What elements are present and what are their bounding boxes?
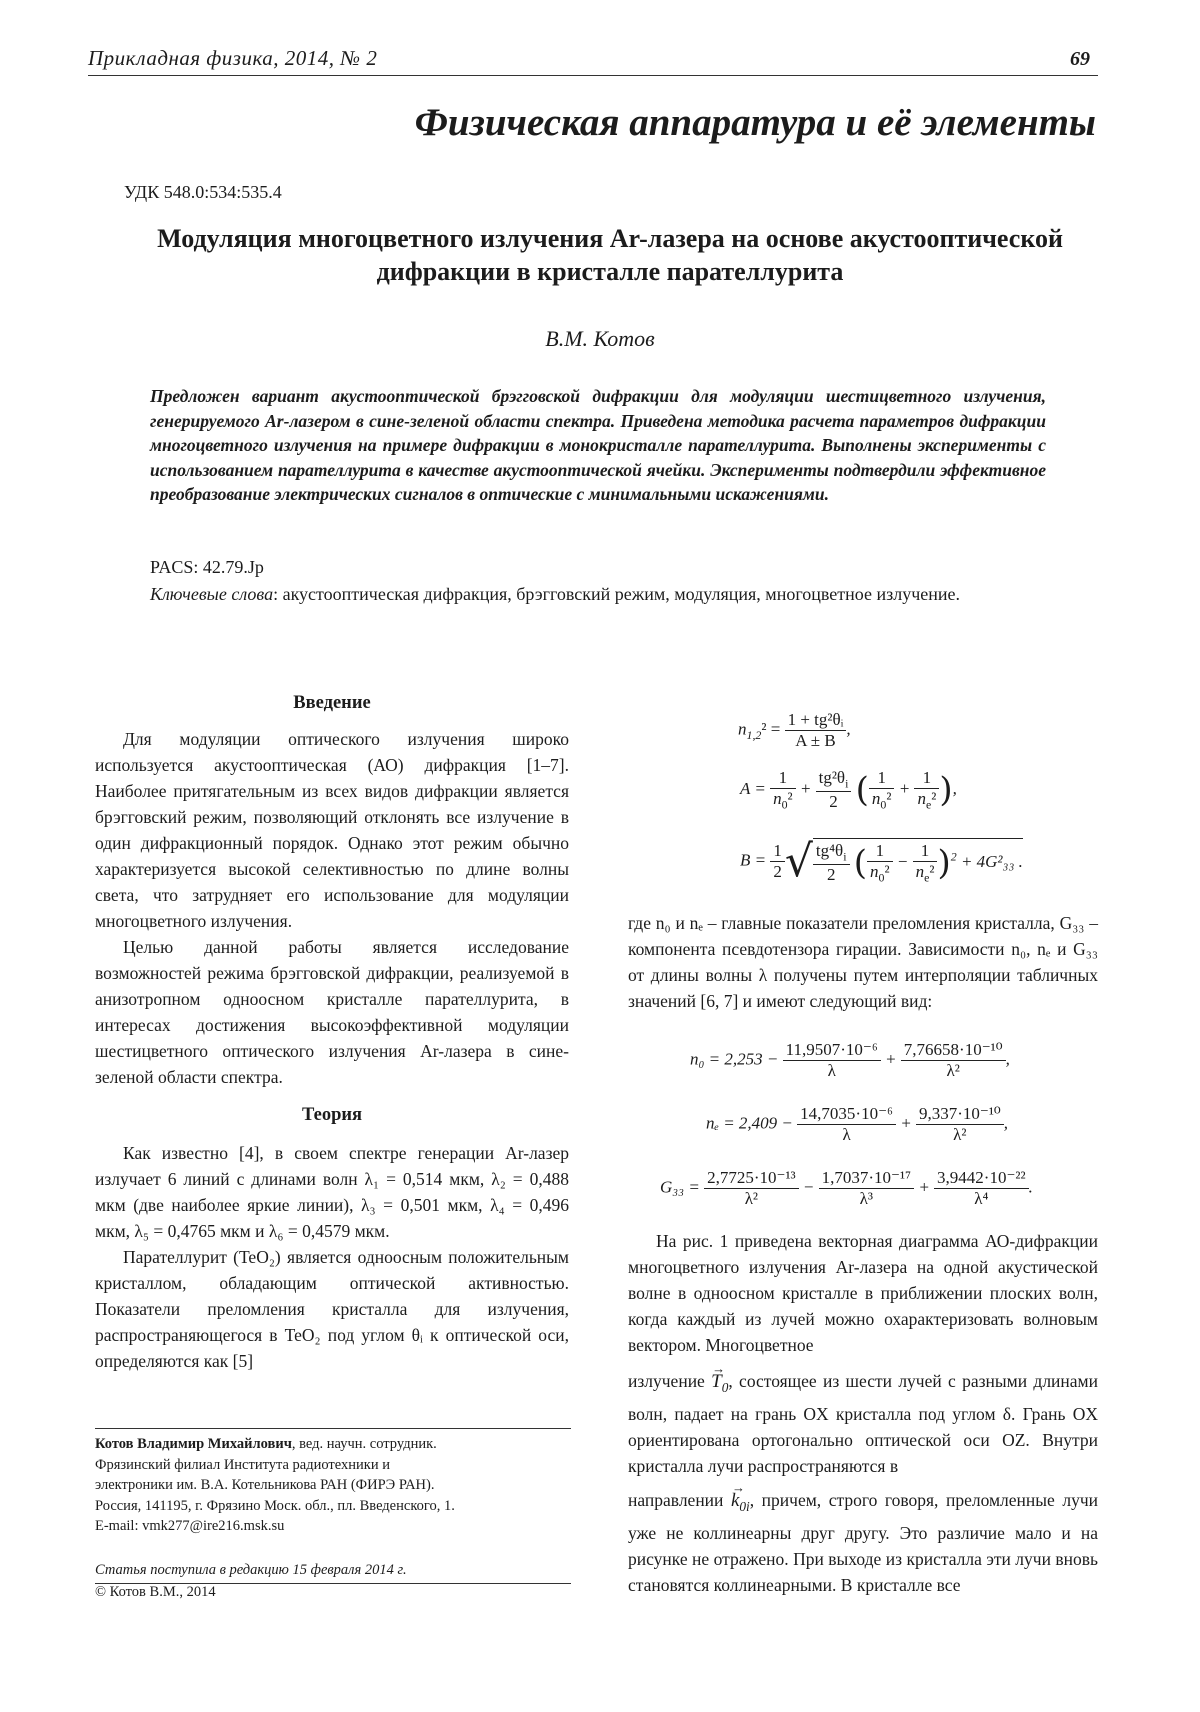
- footnote-email: E-mail: vmk277@ire216.msk.su: [95, 1518, 285, 1534]
- eq-n0-lhs: n₀ = 2,253 −: [690, 1049, 779, 1069]
- keywords-text: : акустооптическая дифракция, брэгговский режим, модуляция, многоцветное излучение.: [273, 584, 961, 604]
- right-column-figure-text: [628, 1228, 1098, 1598]
- equation-A: A = $\frac{1}{n_0^2}$ + $\frac{tg^2\theta_i}{2}$ ( $\frac{1}{n_0^2}$ + $\frac{1}{n_e^2}$ ),: [740, 768, 957, 812]
- abstract: Предложен вариант акустооптической брэгговской дифракции для модуляции шестицветного излучения, генерируемого Ar-лазером в сине-зеленой области спектра. Приведена методика расчета параметров дифракции многоцветного излучения на примере дифракции в монокристалле парателлурита. Выполнены эксперименты с использованием парателлурита в качестве акустооптической ячейки. Эксперименты подтвердили эффективное преобразование электрических сигналов в оптические с минимальными искажениями.: [150, 386, 1046, 504]
- intro-paragraph-2: Целью данной работы является исследование возможностей режима брэгговской дифракции, реализуемой в анизотропном одноосном кристалле парателлурита, в интересах достижения высокоэффективной модуляции шестицветного оптического излучения Ar-лазера в сине-зеленой области спектра.: [95, 937, 569, 1087]
- intro-paragraph-1: Для модуляции оптического излучения широко используется акустооптическая (АО) дифракция [1–7]. Наиболее притягательным из всех видов дифракции является брэгговский режим, позволяющий отклонять все излучение в один дифракционный порядок. Однако этот режим обычно характеризуется высокой селективностью по длине волны света, что затрудняет его использование для модуляции многоцветного излучения.: [95, 729, 569, 931]
- copyright: © Котов В.М., 2014: [95, 1584, 216, 1600]
- eq-g-den2: λ³: [819, 1188, 914, 1209]
- eq-B-gterm: + 4G²₃₃ .: [960, 851, 1023, 871]
- vector-T-sub: 0: [721, 1379, 729, 1395]
- eq-n0-num2: 7,76658·10⁻¹⁰: [903, 1040, 1003, 1059]
- where-paragraph: где n₀ и nₑ – главные показатели преломления кристалла, G₃₃ – компонента псевдотензора гирации. Зависимости n₀, nₑ и G₃₃ от длины волны λ получены путем интерполяции табличных значений [6, 7] и имеют следующий вид:: [628, 913, 1098, 1011]
- theory-paragraph-1: Как известно [4], в своем спектре генерации Ar-лазер излучает 6 линий с длинами волн λ₁ = 0,514 мкм, λ₂ = 0,488 мкм (две наиболее яркие линии), λ₃ = 0,501 мкм, λ₄ = 0,496 мкм, λ₅ = 0,4765 мкм и λ₆ = 0,4579 мкм.: [95, 1143, 569, 1241]
- equation-ne: nₑ = 2,409 − $\frac{\text{14,7035·10⁻⁶}}{\lambda}$ + $\frac{\text{9,337·10⁻¹⁰}}{\text{λ²}}$ ,: [706, 1104, 1008, 1144]
- equation-g33: G₃₃ = $\frac{\text{2,7725·10⁻¹³}}{\text{λ²}}$ − $\frac{\text{1,7037·10⁻¹⁷}}{\text{λ³}}$ + $\frac{\text{3,9442·10⁻²²}}{\text{λ⁴}}$ .: [660, 1168, 1033, 1208]
- section-title: Физическая аппаратура и её элементы: [414, 101, 1096, 144]
- eq-n12-den: A ± B: [785, 730, 847, 751]
- direction-text-a: направлении: [628, 1489, 724, 1510]
- eq-A-lhs: A =: [740, 779, 766, 799]
- page-number: 69: [1070, 48, 1090, 70]
- equation-n12: $n_{1,2}^2$ = $\frac{\text{1 + tg²θᵢ}}{A \pm B}$ ,: [738, 710, 851, 750]
- footnote-line-3: электроники им. В.А. Котельникова РАН (ФИРЭ РАН).: [95, 1477, 435, 1493]
- eq-n12-num: 1 + tg²θᵢ: [787, 710, 844, 729]
- eq-n12-sub: 1,2: [746, 727, 762, 742]
- footnote-line-2: Фрязинский филиал Института радиотехники и: [95, 1456, 390, 1473]
- eq-ne-den1: λ: [797, 1124, 896, 1145]
- direction-paragraph: [628, 1487, 1098, 1598]
- eq-ne-num2: 9,337·10⁻¹⁰: [918, 1104, 1001, 1123]
- article-title: Модуляция многоцветного излучения Ar-лазера на основе акустооптической дифракции в кристалле парателлурита: [157, 224, 1063, 286]
- eq-n12-frac: [785, 710, 847, 751]
- radiation-text-b: , состоящее из шести лучей с разными длинами волн, падает на грань OX кристалла под углом δ. Грань OX ориентирована ортогонально оптической оси OZ. Внутри кристалла лучи распространяются в: [628, 1371, 1098, 1476]
- footnote-line-1: , вед. научн. сотрудник.: [291, 1436, 437, 1452]
- keywords: [150, 584, 960, 605]
- eq-g-lhs: G₃₃ =: [660, 1177, 700, 1197]
- equation-n0: n₀ = 2,253 − $\frac{\text{11,9507·10⁻⁶}}{\lambda}$ + $\frac{\text{7,76658·10⁻¹⁰}}{\text{λ²}}$ ,: [690, 1040, 1010, 1080]
- pacs-code: PACS: 42.79.Jp: [150, 557, 264, 577]
- received-date: Статья поступила в редакцию 15 февраля 2014 г.: [95, 1562, 407, 1578]
- keywords-label: Ключевые слова: [150, 584, 274, 604]
- vector-k-letter: k: [730, 1489, 740, 1511]
- eq-n0-num1: 11,9507·10⁻⁶: [785, 1040, 878, 1059]
- direction-text-b: , причем, строго говоря, преломленные лучи уже не коллинеарны друг другу. Это различие мало и на рисунке не отражено. При выходе из кристалла эти лучи вновь становятся коллинеарными. В кристалле все: [628, 1489, 1098, 1595]
- footnote-divider: [95, 1428, 571, 1429]
- eq-n0-den1: λ: [783, 1060, 881, 1081]
- intro-heading: Введение: [293, 693, 371, 713]
- vector-k-sub: 0i: [739, 1498, 750, 1514]
- eq-B-lhs: B =: [740, 850, 767, 870]
- fig1-paragraph: На рис. 1 приведена векторная диаграмма АО-дифракции многоцветного излучения Ar-лазера на одной акустической волне в одноосном кристалле в приближении плоских волн, когда каждый из лучей можно охарактеризовать волновым вектором. Многоцветное: [628, 1231, 1098, 1355]
- radiation-text-a: излучение: [628, 1371, 705, 1391]
- eq-g-num3: 3,9442·10⁻²²: [937, 1168, 1026, 1187]
- theory-heading: Теория: [301, 1105, 363, 1125]
- right-column-where: [628, 910, 1098, 1014]
- eq-g-den1: λ²: [704, 1188, 799, 1209]
- left-column: [95, 690, 569, 1374]
- eq-ne-num1: 14,7035·10⁻⁶: [800, 1104, 893, 1123]
- equation-B: B = $\frac{1}{2}$ √ $\frac{tg^4\theta_i}{2}$ ( $\frac{1}{n_0^2}$ − $\frac{1}{n_e^2}$ )$^2$ + 4G²₃₃ .: [740, 836, 1023, 887]
- udk-code: УДК 548.0:534:535.4: [124, 182, 282, 202]
- eq-g-num1: 2,7725·10⁻¹³: [707, 1168, 796, 1187]
- theory-paragraph-2: Парателлурит (TeO₂) является одноосным положительным кристаллом, обладающим оптической активностью. Показатели преломления кристалла для излучения, распространяющегося в TeO₂ под углом θᵢ к оптической оси, определяются как [5]: [95, 1247, 569, 1371]
- vector-k0i: [731, 1488, 750, 1520]
- footnote-line-4: Россия, 141195, г. Фрязино Моск. обл., пл. Введенского, 1.: [95, 1497, 455, 1514]
- eq-n0-den2: λ²: [901, 1060, 1006, 1081]
- eq-ne-den2: λ²: [916, 1124, 1004, 1145]
- eq-g-den3: λ⁴: [934, 1188, 1029, 1209]
- author-footnote: [95, 1434, 575, 1537]
- footnote-author-name: Котов Владимир Михайлович: [95, 1436, 292, 1452]
- journal-header: Прикладная физика, 2014, № 2: [88, 46, 378, 70]
- radiation-paragraph: [628, 1368, 1098, 1479]
- eq-g-num2: 1,7037·10⁻¹⁷: [821, 1168, 912, 1187]
- vector-T-letter: T: [711, 1371, 722, 1392]
- eq-ne-lhs: nₑ = 2,409 −: [706, 1113, 793, 1133]
- header-divider: [88, 75, 1098, 76]
- vector-T0: [711, 1369, 728, 1401]
- eq-n12-lhs: n: [738, 719, 747, 739]
- author: В.М. Котов: [545, 326, 655, 351]
